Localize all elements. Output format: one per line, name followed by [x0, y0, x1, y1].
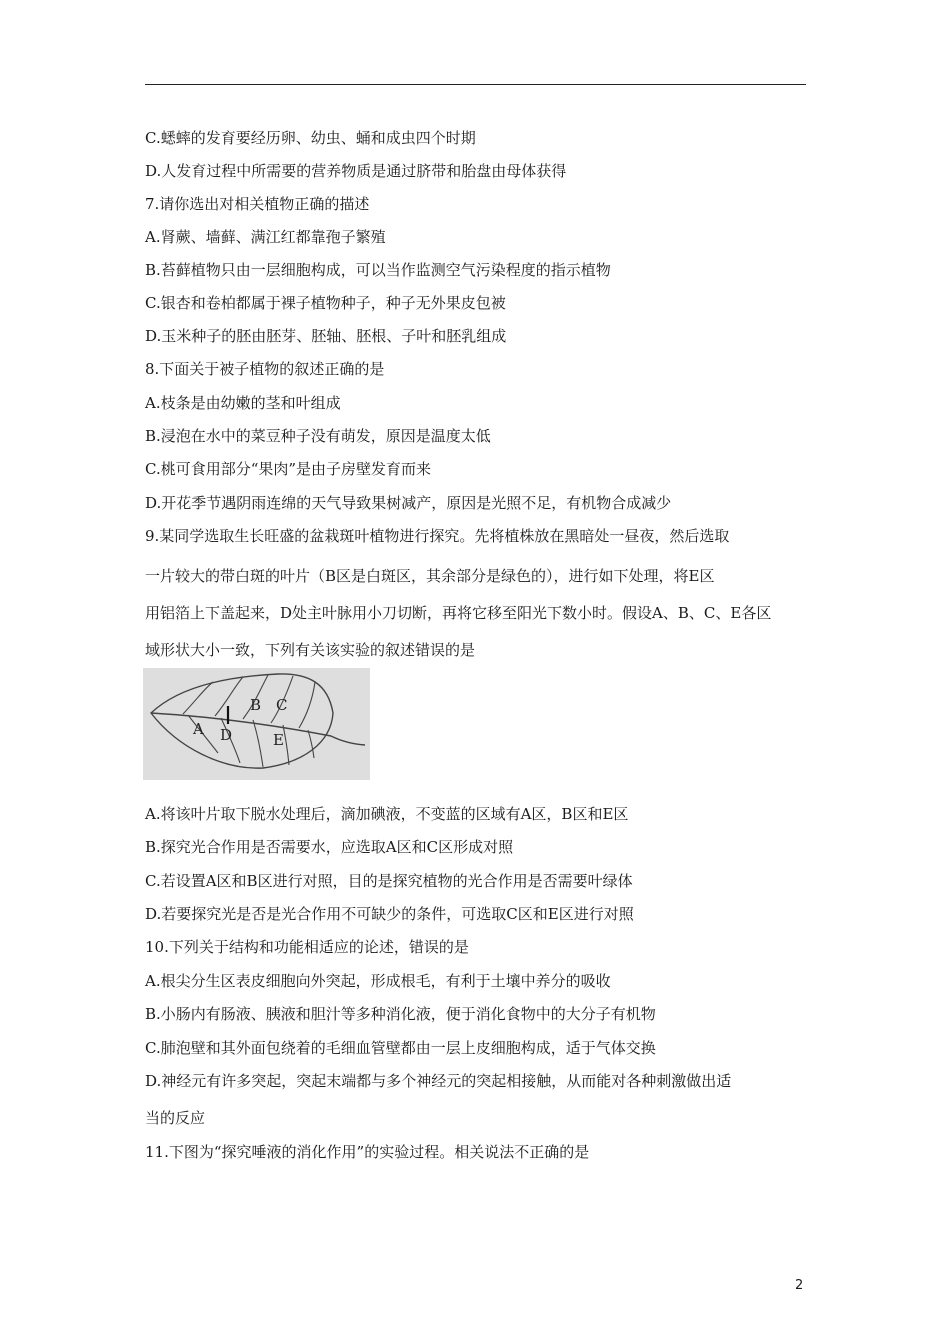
text-line: A.枝条是由幼嫩的茎和叶组成 — [145, 394, 341, 412]
question-9-stem: 9.某同学选取生长旺盛的盆栽斑叶植物进行探究。先将植株放在黑暗处一昼夜，然后选取 — [145, 527, 730, 545]
text-line: C.桃可食用部分“果肉”是由子房壁发育而来 — [145, 460, 432, 478]
text-line: B.小肠内有肠液、胰液和胆汁等多种消化液，便于消化食物中的大分子有机物 — [145, 1005, 656, 1023]
text-line: C.蟋蟀的发育要经历卵、幼虫、蛹和成虫四个时期 — [145, 129, 476, 147]
question-10-stem: 10.下列关于结构和功能相适应的论述，错误的是 — [145, 938, 469, 956]
label-b: B — [250, 696, 262, 714]
text-line: B.浸泡在水中的菜豆种子没有萌发，原因是温度太低 — [145, 427, 491, 445]
text-line: C.若设置A区和B区进行对照，目的是探究植物的光合作用是否需要叶绿体 — [145, 872, 633, 890]
leaf-figure — [143, 668, 370, 780]
header-rule — [145, 84, 806, 85]
text-line: A.肾蕨、墙藓、满江红都靠孢子繁殖 — [145, 228, 386, 246]
text-line: D.玉米种子的胚由胚芽、胚轴、胚根、子叶和胚乳组成 — [145, 327, 507, 345]
text-line: B.苔藓植物只由一层细胞构成，可以当作监测空气污染程度的指示植物 — [145, 261, 611, 279]
text-line: A.将该叶片取下脱水处理后，滴加碘液，不变蓝的区域有A区，B区和E区 — [145, 805, 629, 823]
text-line: D.人发育过程中所需要的营养物质是通过脐带和胎盘由母体获得 — [145, 162, 567, 180]
text-line: A.根尖分生区表皮细胞向外突起，形成根毛，有利于土壤中养分的吸收 — [145, 972, 611, 990]
page-number: 2 — [795, 1278, 804, 1293]
question-7-stem: 7.请你选出对相关植物正确的描述 — [145, 195, 370, 213]
label-d: D — [220, 726, 233, 744]
text-line: 当的反应 — [145, 1109, 206, 1127]
text-line: 一片较大的带白斑的叶片（B区是白斑区，其余部分是绿色的），进行如下处理，将E区 — [145, 567, 715, 585]
question-8-stem: 8.下面关于被子植物的叙述正确的是 — [145, 360, 385, 378]
label-a: A — [193, 720, 204, 738]
text-line: D.开花季节遇阴雨连绵的天气导致果树减产，原因是光照不足，有机物合成减少 — [145, 494, 672, 512]
label-c: C — [276, 696, 288, 714]
text-line: C.银杏和卷柏都属于裸子植物种子，种子无外果皮包被 — [145, 294, 506, 312]
label-e: E — [273, 731, 284, 749]
text-line: D.若要探究光是否是光合作用不可缺少的条件，可选取C区和E区进行对照 — [145, 905, 634, 923]
text-line: 用铝箔上下盖起来，D处主叶脉用小刀切断，再将它移至阳光下数小时。假设A、B、C、E各区 — [145, 604, 772, 622]
question-11-stem: 11.下图为“探究唾液的消化作用”的实验过程。相关说法不正确的是 — [145, 1143, 590, 1161]
text-line: C.肺泡壁和其外面包绕着的毛细血管壁都由一层上皮细胞构成，适于气体交换 — [145, 1039, 656, 1057]
text-line: B.探究光合作用是否需要水，应选取A区和C区形成对照 — [145, 838, 514, 856]
text-line: 域形状大小一致，下列有关该实验的叙述错误的是 — [145, 641, 476, 659]
text-line: D.神经元有许多突起，突起末端都与多个神经元的突起相接触，从而能对各种刺激做出适 — [145, 1072, 732, 1090]
